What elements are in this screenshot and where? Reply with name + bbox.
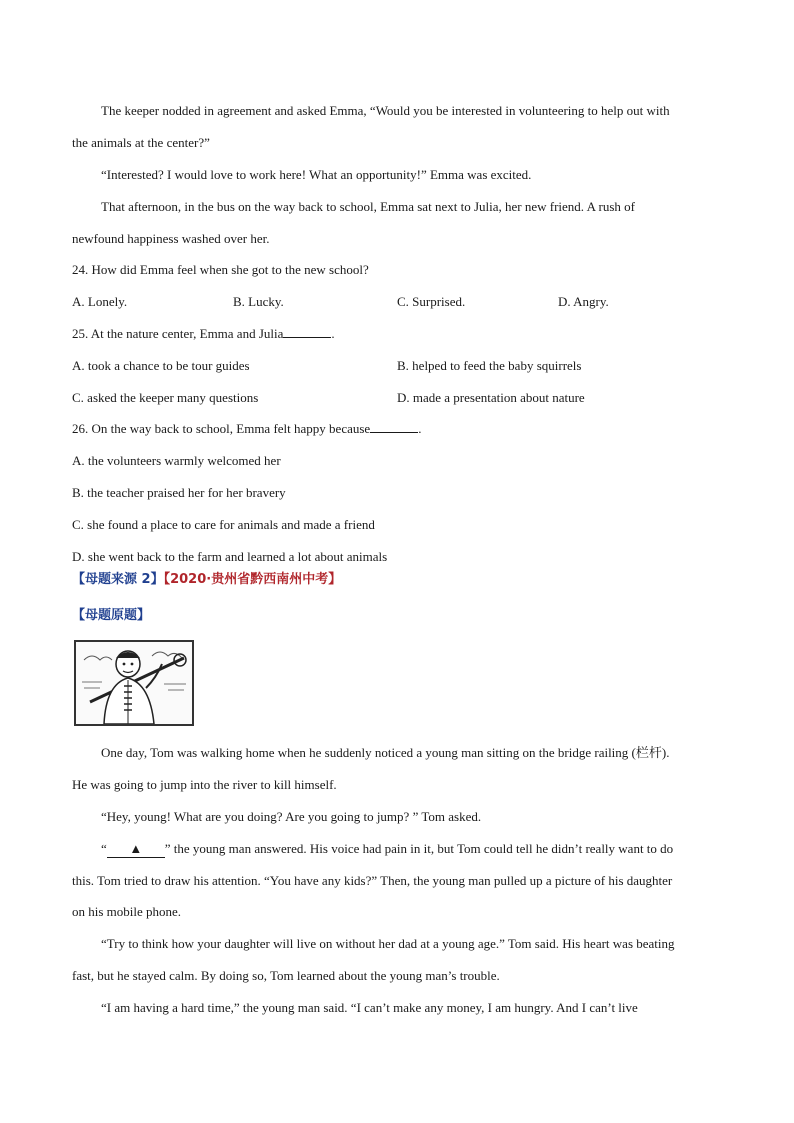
story-text: ” the young man answered. His voice had pain in it, but Tom could tell he didn’t really want to do <box>164 841 674 856</box>
question-24-option-b: B. Lucky. <box>233 294 284 309</box>
story-illustration <box>74 640 194 726</box>
answer-blank <box>370 432 418 433</box>
triangle-marker-icon: ▲ <box>129 841 143 856</box>
story-line: this. Tom tried to draw his attention. “You have any kids?” Then, the young man pulled up a picture of his daughter <box>72 873 673 888</box>
original-question-heading <box>72 608 150 624</box>
quote-open: “ <box>101 841 107 856</box>
question-26-stem <box>72 421 421 437</box>
story-line <box>101 841 673 858</box>
passage-line: “Interested? I would love to work here! What an opportunity!” Emma was excited. <box>101 167 532 182</box>
source-label: 【母题来源 2】 <box>72 572 164 587</box>
source-heading <box>72 572 341 588</box>
man-with-pole-icon <box>76 642 192 724</box>
original-question-label: 【母题原题】 <box>72 608 151 623</box>
question-25-option-a: A. took a chance to be tour guides <box>72 358 250 373</box>
question-26-end: . <box>418 421 422 436</box>
answer-blank <box>283 337 331 338</box>
story-line: “Try to think how your daughter will live on without her dad at a young age.” Tom said. His heart was beating <box>101 936 675 951</box>
story-line: “I am having a hard time,” the young man said. “I can’t make any money, I am hungry. And I can’t live <box>101 1000 638 1015</box>
passage-line: The keeper nodded in agreement and asked Emma, “Would you be interested in volunteering to help out with <box>101 103 670 118</box>
passage-line: the animals at the center?” <box>72 135 210 150</box>
story-line: He was going to jump into the river to kill himself. <box>72 777 337 792</box>
source-value: 【2020·贵州省黔西南州中考】 <box>163 572 342 587</box>
story-line: fast, but he stayed calm. By doing so, Tom learned about the young man’s trouble. <box>72 968 500 983</box>
question-26-option-d: D. she went back to the farm and learned a lot about animals <box>72 549 388 564</box>
story-line: on his mobile phone. <box>72 904 182 919</box>
question-25-option-d: D. made a presentation about nature <box>397 390 585 405</box>
answer-blank <box>107 841 165 858</box>
passage-line: newfound happiness washed over her. <box>72 231 270 246</box>
question-24-option-a: A. Lonely. <box>72 294 128 309</box>
question-26-option-b: B. the teacher praised her for her bravery <box>72 485 286 500</box>
question-26-option-c: C. she found a place to care for animals and made a friend <box>72 517 375 532</box>
question-26-option-a: A. the volunteers warmly welcomed her <box>72 453 281 468</box>
question-25-end: . <box>331 326 335 341</box>
story-line: “Hey, young! What are you doing? Are you going to jump? ” Tom asked. <box>101 809 482 824</box>
question-25-text: 25. At the nature center, Emma and Julia <box>72 326 284 341</box>
question-25-option-c: C. asked the keeper many questions <box>72 390 259 405</box>
question-24-option-d: D. Angry. <box>558 294 609 309</box>
story-line: One day, Tom was walking home when he suddenly noticed a young man sitting on the bridge railing (栏杆). <box>101 745 670 760</box>
passage-line: That afternoon, in the bus on the way back to school, Emma sat next to Julia, her new friend. A rush of <box>101 199 635 214</box>
question-24-stem: 24. How did Emma feel when she got to the new school? <box>72 262 369 277</box>
question-25-stem <box>72 326 335 342</box>
question-26-text: 26. On the way back to school, Emma felt happy because <box>72 421 371 436</box>
question-25-option-b: B. helped to feed the baby squirrels <box>397 358 582 373</box>
question-24-option-c: C. Surprised. <box>397 294 466 309</box>
